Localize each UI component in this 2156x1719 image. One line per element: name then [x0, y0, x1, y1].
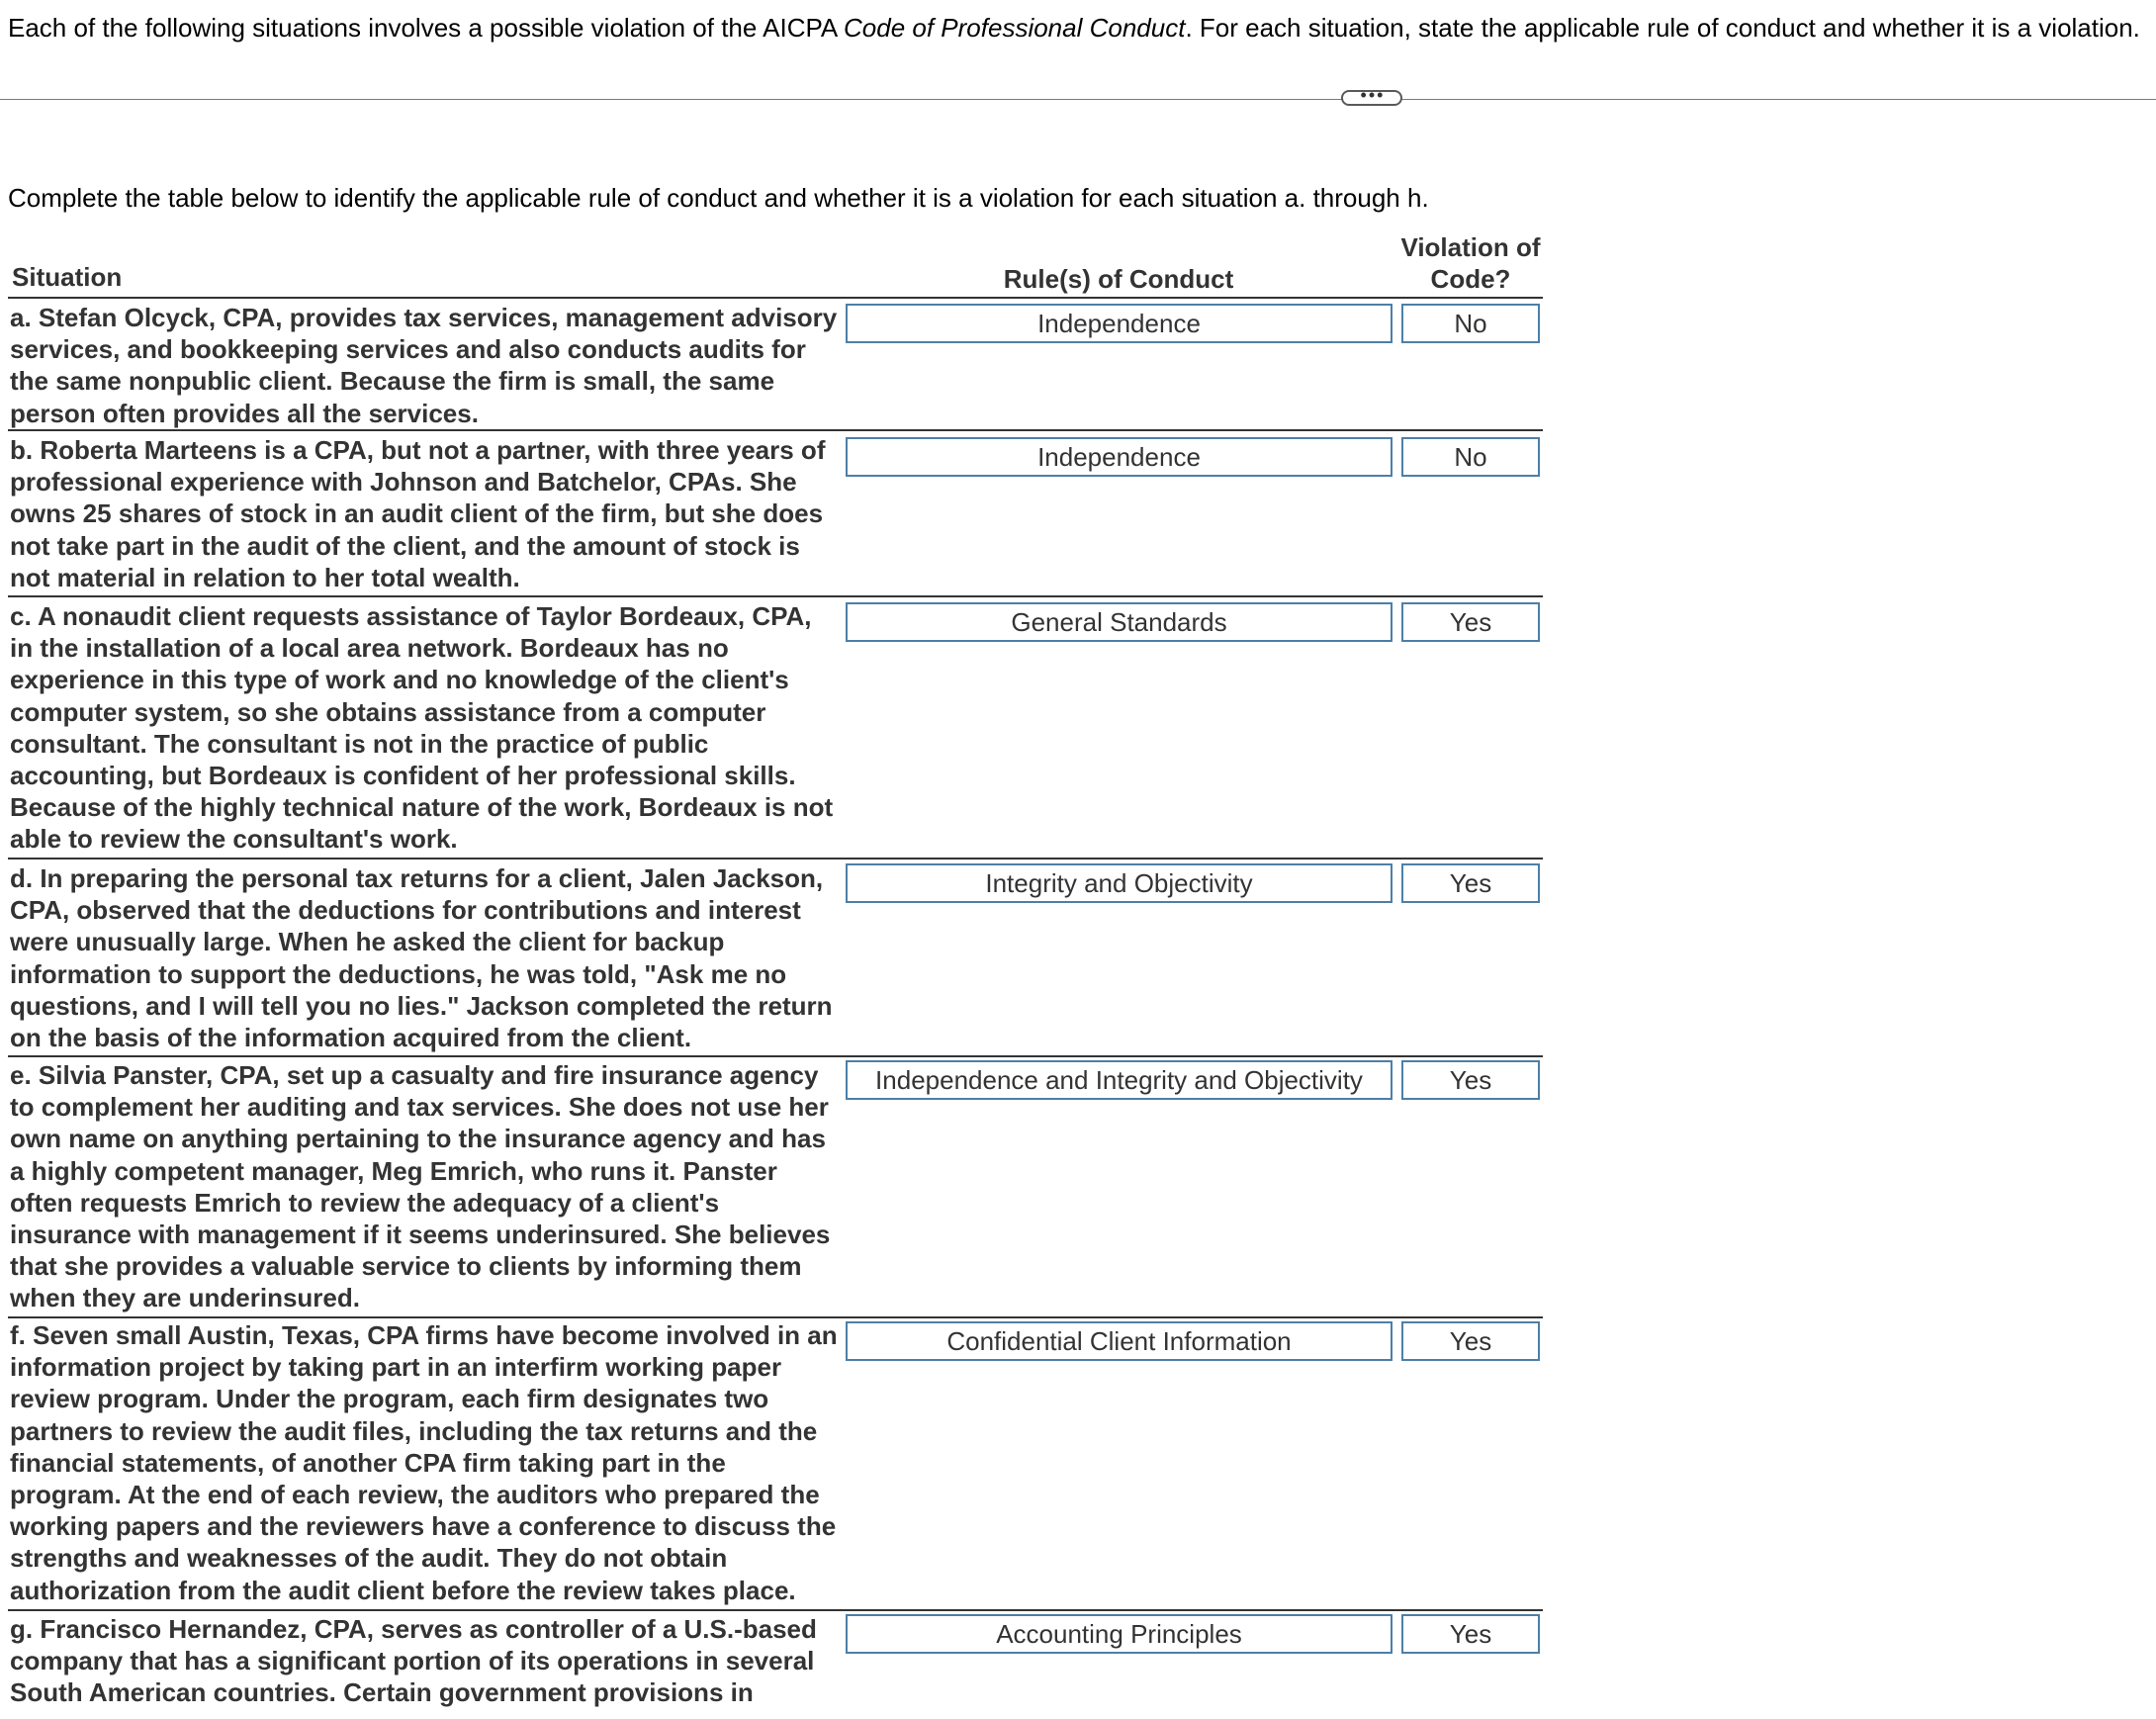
violation-answer-g[interactable]: Yes: [1401, 1614, 1540, 1654]
row-separator: [8, 429, 1543, 431]
header-rules-of-conduct: Rule(s) of Conduct: [1003, 264, 1234, 294]
situation-a: a. Stefan Olcyck, CPA, provides tax services, management advisory services, and bookkeeping services and also conducts audits for the same nonpublic client. Because the firm is small, the same person often provides all the services.: [10, 303, 838, 428]
ellipsis-icon: •••: [1360, 85, 1386, 105]
rule-answer-g[interactable]: Accounting Principles: [846, 1614, 1392, 1654]
row-separator: [8, 1316, 1543, 1318]
header-violation-line2: Code?: [1430, 264, 1511, 294]
row-separator: [8, 297, 1543, 299]
rule-answer-a[interactable]: Independence: [846, 304, 1392, 343]
violation-answer-b[interactable]: No: [1401, 437, 1540, 477]
intro-text: [8, 11, 2140, 45]
violation-answer-a[interactable]: No: [1401, 304, 1540, 343]
rule-answer-c[interactable]: General Standards: [846, 602, 1392, 642]
rule-answer-b[interactable]: Independence: [846, 437, 1392, 477]
section-divider: [0, 99, 2156, 100]
row-separator: [8, 595, 1543, 597]
header-violation-of-code: [1400, 231, 1541, 295]
rule-answer-f[interactable]: Confidential Client Information: [846, 1321, 1392, 1361]
situation-f: f. Seven small Austin, Texas, CPA firms have become involved in an information project by taking part in an interfirm working paper review program. Under the program, each firm designates two partners to review the audit files, including the tax returns and the financial statements, of another CPA firm taking part in the program. At the end of each review, the auditors who prepared the working papers and the reviewers have a conference to discuss the strengths and weaknesses of the audit. They do not obtain authorization from the audit client before the review takes place.: [10, 1320, 838, 1605]
instructions-text: Complete the table below to identify the applicable rule of conduct and whether it is a violation for each situation a. through h.: [8, 183, 1429, 213]
rule-answer-e[interactable]: Independence and Integrity and Objectivity: [846, 1060, 1392, 1100]
situation-e: e. Silvia Panster, CPA, set up a casualty and fire insurance agency to complement her auditing and tax services. She does not use her own name on anything pertaining to the insurance agency and has a highly competent manager, Meg Emrich, who runs it. Panster often requests Emrich to review the adequacy of a client's insurance with management if it seems underinsured. She believes that she provides a valuable service to clients by informing them when they are underinsured.: [10, 1060, 831, 1313]
intro-text-italic: Code of Professional Conduct: [844, 13, 1186, 43]
violation-answer-e[interactable]: Yes: [1401, 1060, 1540, 1100]
violation-answer-d[interactable]: Yes: [1401, 863, 1540, 903]
situation-d: d. In preparing the personal tax returns for a client, Jalen Jackson, CPA, observed that the deductions for contributions and interest were unusually large. When he asked the client for backup information to support the deductions, he was told, "Ask me no questions, and I will tell you no lies." Jackson completed the return on the basis of the information acquired from the client.: [10, 863, 833, 1053]
situation-g: g. Francisco Hernandez, CPA, serves as controller of a U.S.-based company that has a significant portion of its operations in several South American countries. Certain government provisions in: [10, 1614, 817, 1708]
header-situation: Situation: [12, 262, 123, 292]
expand-ellipsis-button[interactable]: [1341, 85, 1402, 106]
violation-answer-c[interactable]: Yes: [1401, 602, 1540, 642]
violation-answer-f[interactable]: Yes: [1401, 1321, 1540, 1361]
header-violation-line1: Violation of: [1400, 232, 1541, 262]
intro-text-after: . For each situation, state the applicable rule of conduct and whether it is a violation.: [1185, 13, 2140, 43]
situation-c: c. A nonaudit client requests assistance of Taylor Bordeaux, CPA, in the installation of a local area network. Bordeaux has no experience in this type of work and no knowledge of the client's computer system, so she obtains assistance from a computer consultant. The consultant is not in the practice of public accounting, but Bordeaux is confident of her professional skills. Because of the highly technical nature of the work, Bordeaux is not able to review the consultant's work.: [10, 601, 834, 855]
situation-b: b. Roberta Marteens is a CPA, but not a partner, with three years of professional experience with Johnson and Batchelor, CPAs. She owns 25 shares of stock in an audit client of the firm, but she does not take part in the audit of the client, and the amount of stock is not material in relation to her total wealth.: [10, 435, 826, 592]
row-separator: [8, 1609, 1543, 1611]
row-separator: [8, 1055, 1543, 1057]
intro-text-before: Each of the following situations involves a possible violation of the AICPA: [8, 13, 845, 43]
rule-answer-d[interactable]: Integrity and Objectivity: [846, 863, 1392, 903]
row-separator: [8, 858, 1543, 860]
